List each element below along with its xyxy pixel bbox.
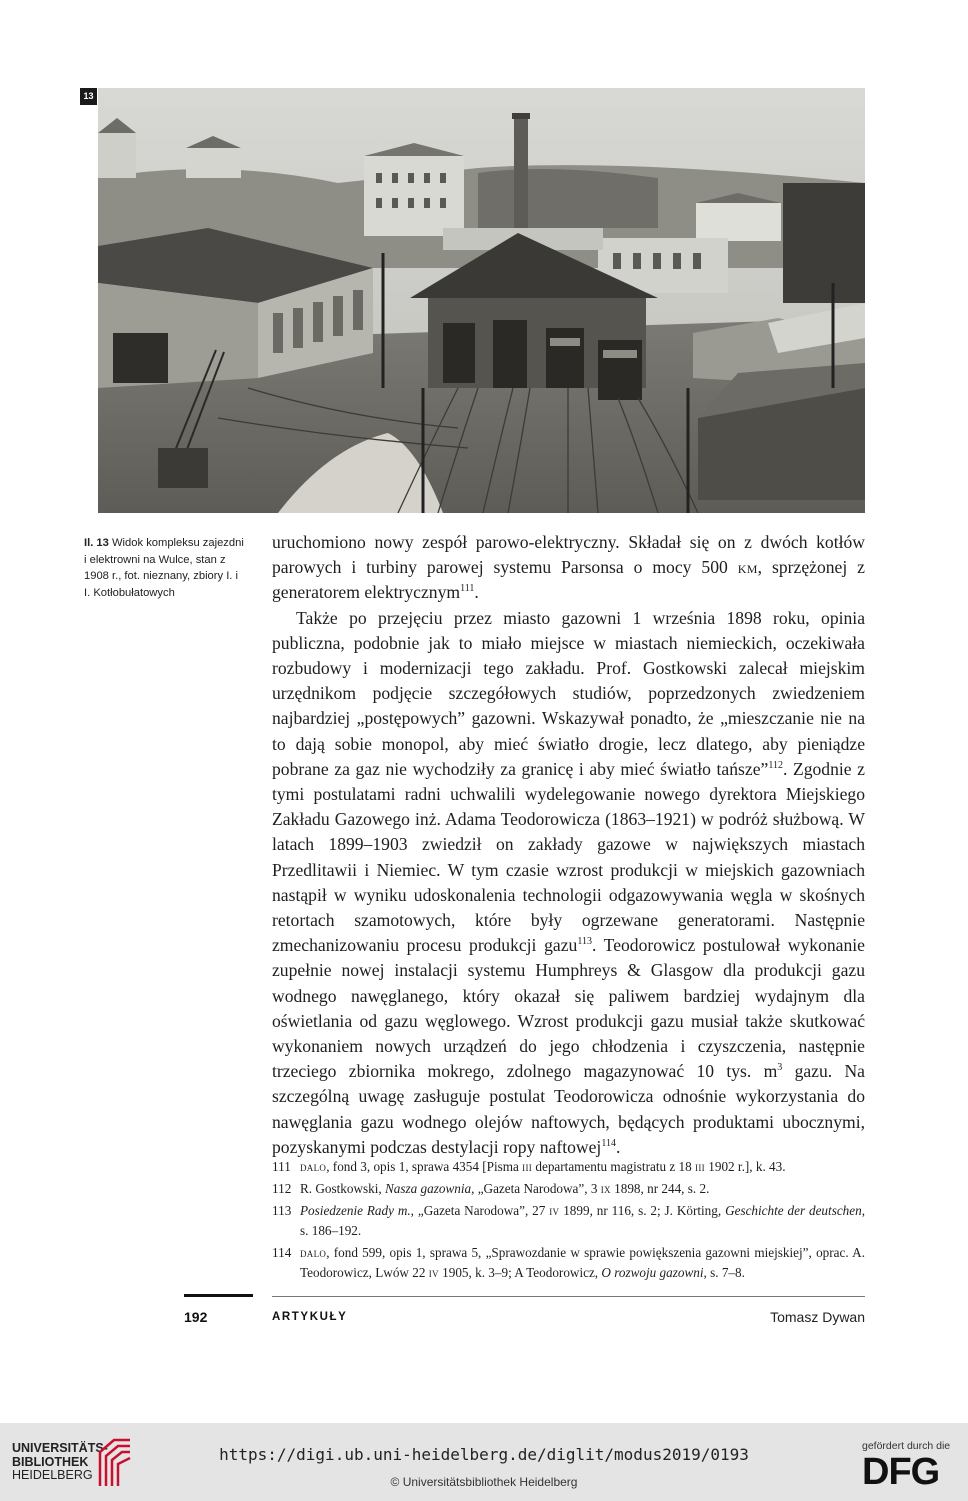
footnote-number: 113 <box>272 1203 292 1218</box>
roman-numeral: iv <box>549 1203 560 1218</box>
archive-abbrev: dalo <box>300 1159 327 1174</box>
footnote-114 <box>272 1243 865 1283</box>
footnote-112 <box>272 1179 865 1199</box>
footnote-number: 111 <box>272 1159 291 1174</box>
footnote-ref-113[interactable]: 113 <box>577 936 592 948</box>
page-number: 192 <box>184 1309 208 1325</box>
footnote-113 <box>272 1201 865 1241</box>
text-run: . <box>615 1136 621 1157</box>
paragraph-1 <box>272 530 865 606</box>
library-name-line: HEIDELBERG <box>12 1468 93 1482</box>
text-run: , sprzężonej z generatorem elektrycznym <box>272 557 865 603</box>
text-run: uruchomiono nowy zespół parowo-elektryczny. Składał się on z dwóch kotłów parowych i turbiny parowej systemu Parsonsa o mocy 500 <box>272 532 865 578</box>
text-run: Także po przejęciu przez miasto gazowni 1 września 1898 roku, opinia publiczna, podobnie jak to miało miejsce w miastach niemieckich, oczekiwała rozbudowy i modernizacji tego zakładu. Prof. Gostkowski zalecał miejskim urzędnikom podjęcie szczegółowych studiów, poprzedzonych zwiedzeniem najbardziej „postępowych” gazowni. Wskazywał ponadto, że „mieszczanie nie na to dają sobie monopol, aby mieć światło drogie, lecz dlatego, aby pieniądze pobrane za gaz nie wychodziły za granicę i aby mieć światło tańsze” <box>272 607 865 779</box>
text-run: , s. 186–192. <box>300 1203 866 1238</box>
footnote-111 <box>272 1157 865 1177</box>
text-run: , „Gazeta Narodowa”, 27 <box>410 1203 550 1218</box>
copyright-notice: © Universitätsbibliothek Heidelberg <box>390 1475 578 1489</box>
article-body <box>272 530 865 1160</box>
text-run: , „Gazeta Narodowa”, 3 <box>471 1181 601 1196</box>
figure-number-badge: 13 <box>80 88 97 105</box>
running-author: Tomasz Dywan <box>770 1309 865 1325</box>
text-run: . Teodorowicz postulował wykonanie zupełnie nowej instalacji systemu Humphreys & Glasgow dla produkcji gazu wodnego nawęglanego, który okazał się paliwem bardziej wydajnym dla oświetlania od gazu węglowego. Wzrost produkcji gazu musiał także skutkować wykonaniem nowych urządzeń do jego chłodzenia i czyszczenia, następnie trzeciego zbiornika mokrego, zdolnego magazynować 10 tys. m <box>272 935 865 1082</box>
archive-abbrev: dalo <box>300 1245 327 1260</box>
title-italic: O rozwoju gazowni <box>601 1265 704 1280</box>
caption-label: Il. 13 <box>84 537 109 549</box>
dfg-logo[interactable]: DFG <box>862 1451 940 1493</box>
title-italic: Geschichte der deutschen <box>725 1203 862 1218</box>
roman-numeral: iii <box>522 1159 533 1174</box>
library-name-line: UNIVERSITÄTS- <box>12 1441 108 1455</box>
library-name-line: BIBLIOTHEK <box>12 1454 89 1469</box>
text-run: 1899, nr 116, s. 2; J. Körting, <box>559 1203 726 1218</box>
text-run: 1902 r.], k. 43. <box>704 1159 786 1174</box>
footer-rule <box>272 1296 865 1297</box>
roman-numeral: iv <box>428 1265 439 1280</box>
title-italic: Nasza gazownia <box>385 1181 472 1196</box>
caption-text: Widok kompleksu zajezdni i elektrowni na Wulce, stan z 1908 r., fot. nieznany, zbiory I. i I. Kotłobułatowych <box>84 537 244 599</box>
document-url-link[interactable]: https://digi.ub.uni-heidelberg.de/diglit/modus2019/0193 <box>219 1445 749 1464</box>
text-run: , fond 599, opis 1, sprawa 5, „Sprawozdanie w sprawie powiększenia gazowni miejskiej”, oprac. A. Teodorowicz, Lwów 22 <box>300 1245 865 1280</box>
text-run: departamentu magistratu z 18 <box>532 1159 696 1174</box>
footnote-ref-114[interactable]: 114 <box>601 1138 616 1150</box>
footnote-number: 114 <box>272 1245 292 1260</box>
roman-numeral: iii <box>695 1159 705 1174</box>
superscript-3: 3 <box>777 1062 783 1074</box>
roman-numeral: ix <box>600 1181 611 1196</box>
text-run: . <box>474 582 479 603</box>
footnote-ref-111[interactable]: 111 <box>460 583 475 595</box>
text-run: 1905, k. 3–9; A Teodorowicz, <box>438 1265 602 1280</box>
text-run: gazu. Na szczególną uwagę zasługuje postulat Teodorowicza odnośnie wykorzystania do nawęglania gazu wodnego olejów naftowych, będących produktami ubocznymi, pozyskanymi podczas destylacji ropy naftowej <box>272 1061 865 1157</box>
title-italic: Posiedzenie Rady m. <box>300 1203 411 1218</box>
section-name: ARTYKUŁY <box>272 1311 348 1323</box>
historical-photograph <box>98 88 865 513</box>
figure-caption <box>84 535 244 601</box>
unit-km: km <box>737 557 758 578</box>
text-run: 1898, nr 244, s. 2. <box>610 1181 710 1196</box>
footer-rule-thick <box>184 1294 253 1297</box>
footnote-ref-112[interactable]: 112 <box>768 759 783 771</box>
paragraph-2 <box>272 606 865 1160</box>
text-run: , s. 7–8. <box>703 1265 745 1280</box>
text-run: , fond 3, opis 1, sprawa 4354 [Pisma <box>326 1159 523 1174</box>
footnotes <box>272 1157 865 1285</box>
footnote-number: 112 <box>272 1181 292 1196</box>
dfg-funding-note: gefördert durch die <box>862 1440 951 1452</box>
text-run: . Zgodnie z tymi postulatami radni uchwalili wydelegowanie nowego dyrektora Miejskiego Zakładu Gazowego inż. Adama Teodorowicza (1863–1921) w podróż służbową. W latach 1899–1903 zwiedził on zakłady gazowe w największych miastach Przedlitawii i Niemiec. W tym czasie wzrost produkcji w miejskich gazowniach nastąpił w wyniku udoskonalenia technologii odgazowywania węgla w skośnych retortach szamotowych, które były ogrzewane generatorami. Następnie zmechanizowaniu procesu produkcji gazu <box>272 758 865 956</box>
text-run: R. Gostkowski, <box>300 1181 385 1196</box>
